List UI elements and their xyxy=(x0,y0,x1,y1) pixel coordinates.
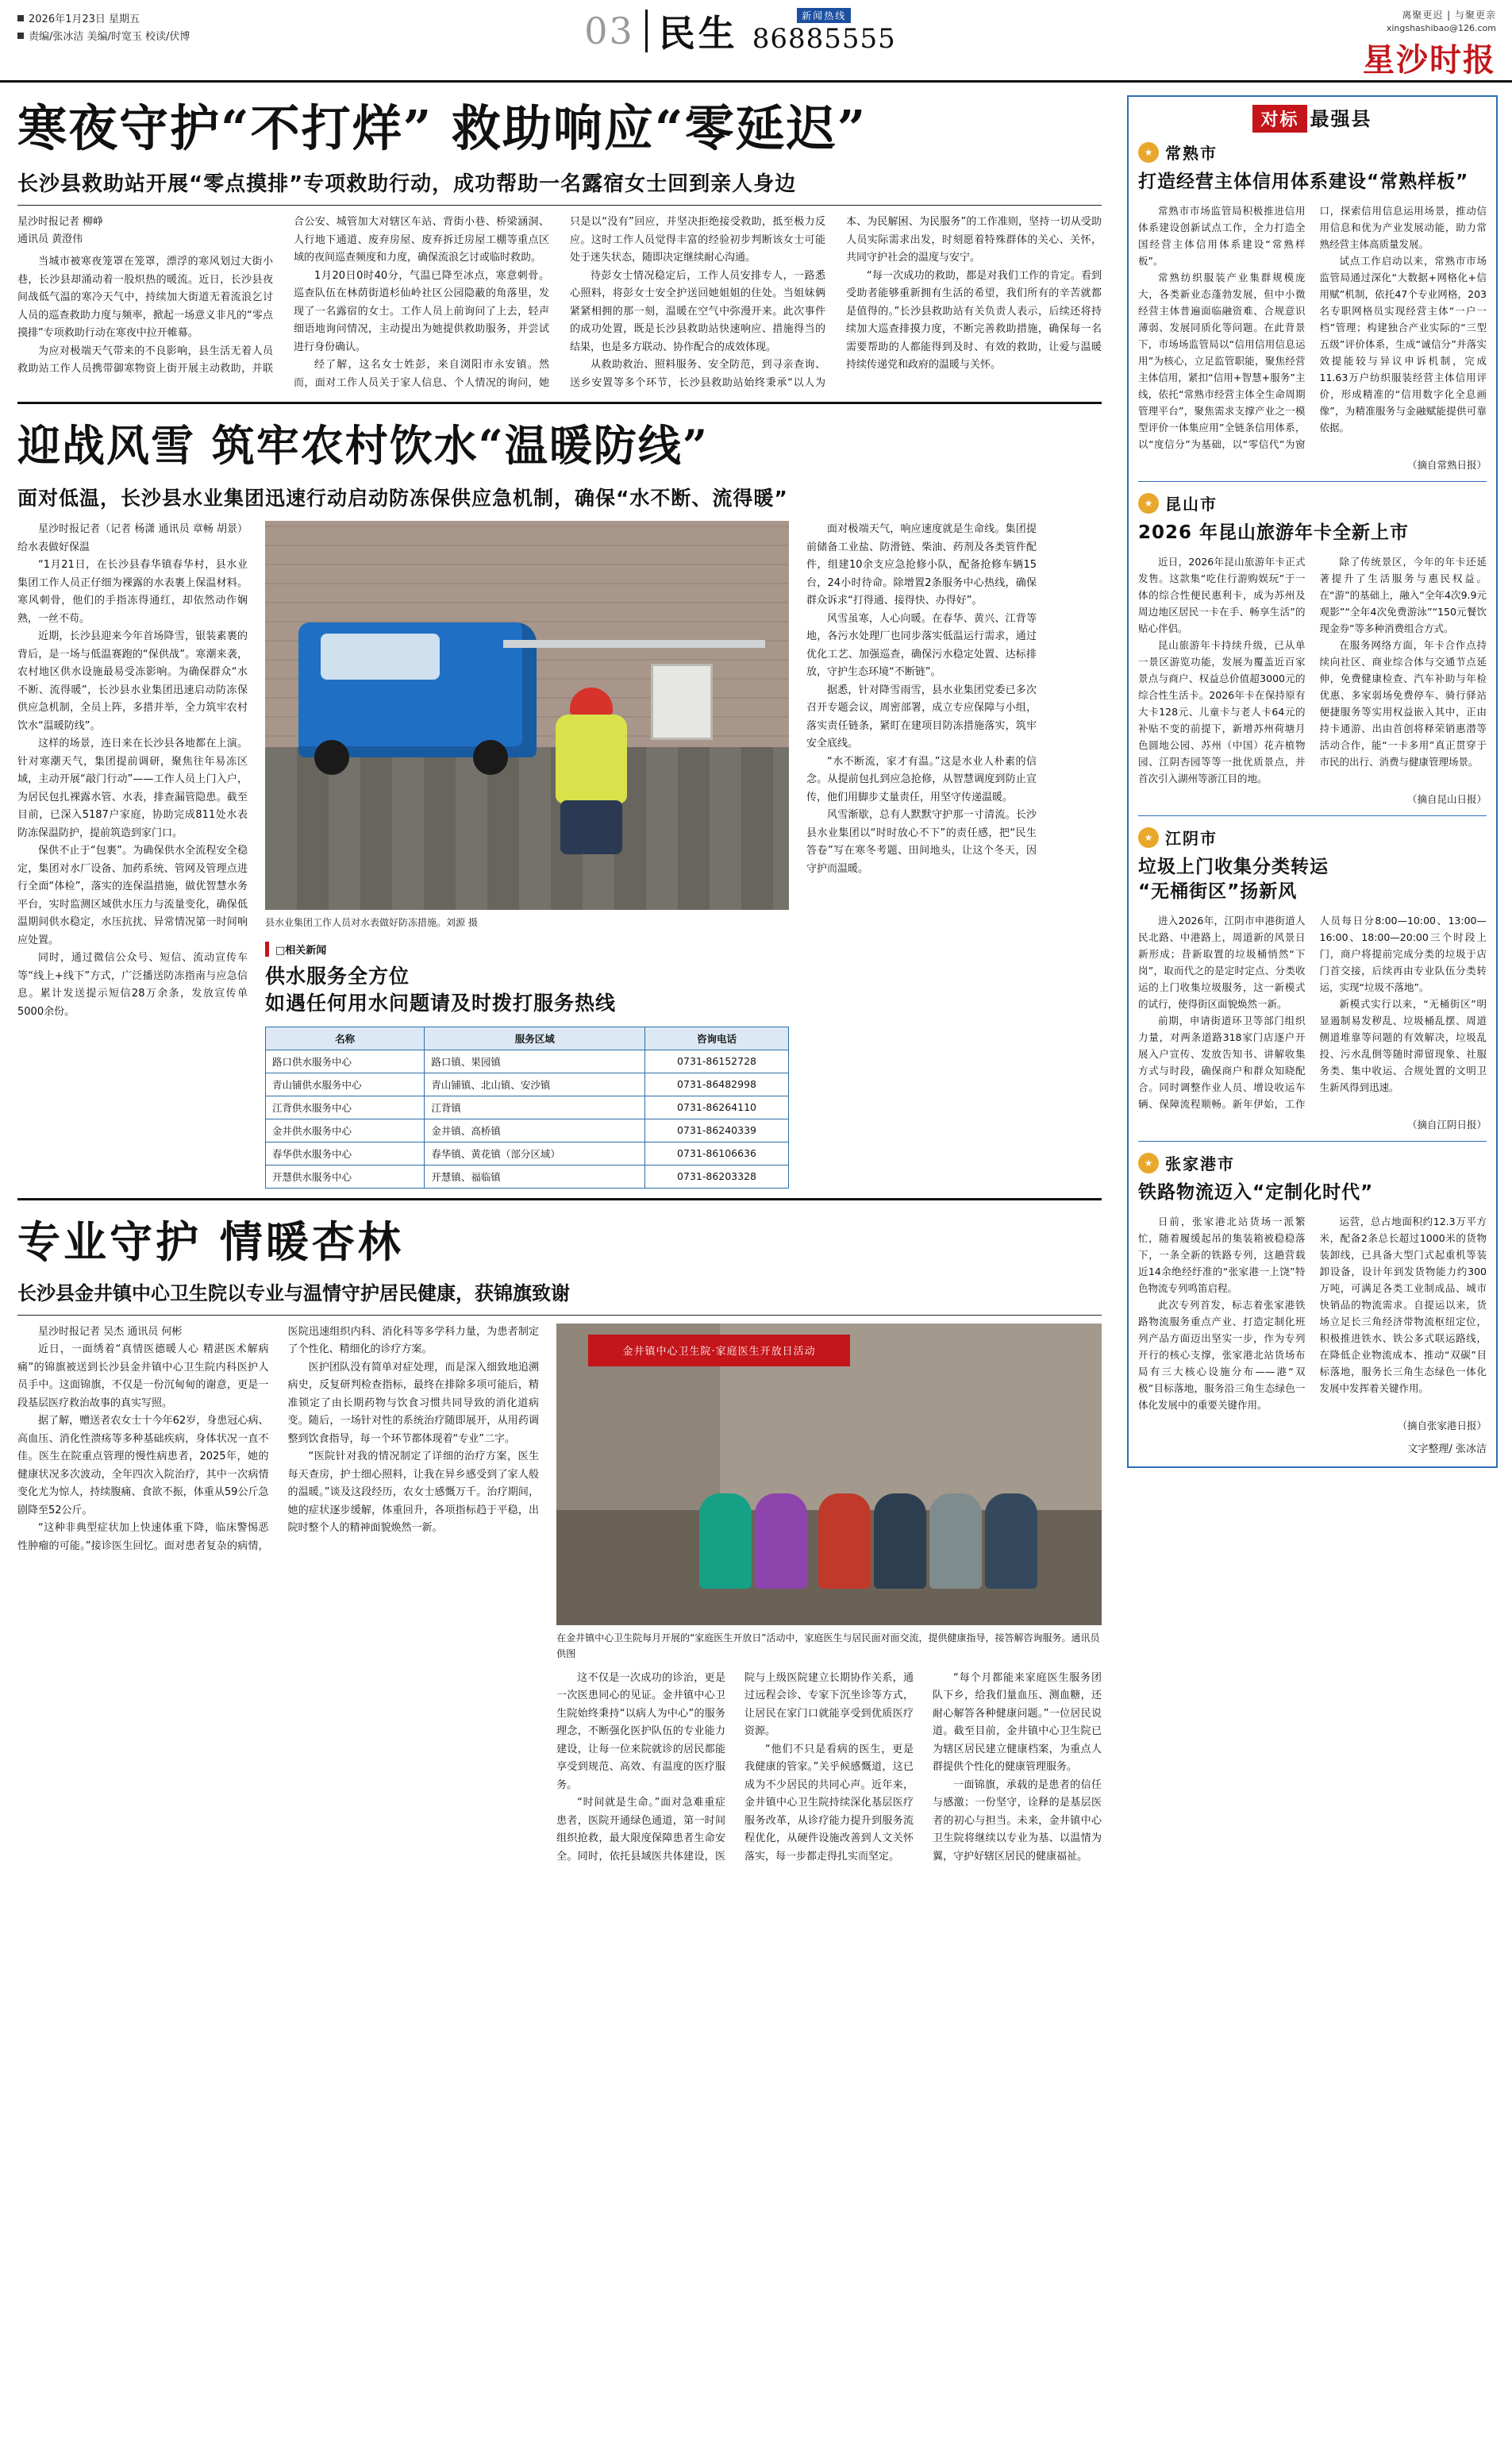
photo-person xyxy=(929,1493,982,1589)
city-badge-icon: ★ xyxy=(1138,142,1159,163)
section-source: （摘自张家港日报） xyxy=(1397,1420,1487,1432)
city-name: 常熟市 xyxy=(1165,144,1218,163)
paragraph: 近期，长沙县迎来今年首场降雪，银装素裹的背后，是一场与低温赛跑的“保供战”。寒潮来袭，农村地区供水设施最易受冻影响。为确保群众“水不断、流得暖”，长沙县水业集团迅速启动防冻保供应急机制，全员上阵，多措并举，全力筑牢农村饮水“温暖防线”。 xyxy=(17,630,248,732)
headline: 专业守护 情暖杏林 xyxy=(17,1216,404,1267)
table-row xyxy=(266,1165,789,1188)
cell-phone: 0731-86203328 xyxy=(645,1165,789,1188)
cell-name: 江背供水服务中心 xyxy=(266,1096,425,1119)
paragraph: 这不仅是一次成功的诊治，更是一次医患同心的见证。金井镇中心卫生院始终秉持“以病人为中心”的服务理念，不断强化医护队伍的专业能力建设，让每一位来院就诊的居民都能享受到规范、高效、有温度的医疗服务。 xyxy=(556,1671,726,1791)
paragraph: 据了解，赠送者农女士十今年62岁，身患冠心病、高血压、消化性溃疡等多种基础疾病，身体状况一直不佳。医生在院重点管理的慢性病患者，2025年，她的健康状况多次波动，全年四次入院治疗，其中一次病情变化尤为惊人，持续腹痛、食欲不振，体重从59公斤急剧降至52公斤。 xyxy=(17,1415,269,1516)
headline: 寒夜守护“不打烊” 救助响应“零延迟” xyxy=(17,99,868,157)
paragraph: 昆山旅游年卡持续升级，已从单一景区游览功能，发展为覆盖近百家景点与商户、权益总价值超3000元的综合性生活卡。2026年卡在保持原有大卡128元、儿童卡与老人卡64元的补贴不变的前提下，新增苏州荷塘月色圆地公园、苏州（中国）花卉植物园、江阴杏园等等一批优质景点，并首次引入湖州等浙江目的地。 xyxy=(1138,639,1306,785)
photo-person xyxy=(985,1493,1037,1589)
related-headline-line1: 供水服务全方位 xyxy=(265,965,410,988)
paragraph: 待彭女士情况稳定后，工作人员安排专人，一路悉心照料，将彭女士安全护送回她姐姐的住处。当姐妹俩紧紧相拥的那一刻，温暖在空气中弥漫开来。此次事件的成功处置，既是长沙县救助站快速响应、措施得当的结果，也是多方联动、协作配合的成效体现。 xyxy=(570,269,825,353)
paragraph: 风雪虽寒，人心向暖。在春华、黄兴、江背等地，各污水处理厂也同步落实低温运行需求，通过优化工艺、加强巡查，确保污水稳定处置、达标排放，守护生态环境“不断链”。 xyxy=(806,612,1037,679)
paper-logo: 星沙时报 xyxy=(1363,41,1496,79)
paragraph: 保供不止于“包裹”。为确保供水全流程安全稳定，集团对水厂设备、加药系统、管网及管理点进行全面“体检”，落实的连保温措施，做优智慧水务平台，实时监测区域供水压力与流量变化，确保低温期间供水稳定，水压抗扰、异常情况第一时间响应处置。 xyxy=(17,845,248,946)
hotline-label: 新闻热线 xyxy=(797,8,851,23)
cell-name: 金井供水服务中心 xyxy=(266,1119,425,1142)
headline: 迎战风雪 筑牢农村饮水“温暖防线” xyxy=(17,420,709,472)
paragraph: 近日，2026年昆山旅游年卡正式发售。这款集“吃住行游购娱玩”于一体的综合性便民惠利卡，成为苏州及周边地区居民一卡在手、畅享生活”的贴心伴侣。 xyxy=(1138,556,1306,635)
photo-pipe xyxy=(503,640,765,648)
article-water-supply xyxy=(17,412,1102,1189)
cell-name: 开慧供水服务中心 xyxy=(266,1165,425,1188)
paragraph: 在服务网络方面，年卡合作点持续向社区、商业综合体与交通节点延伸，免费健康检查、汽车补助与年检优惠、多家弱场免费停车、骑行驿站便捷服务等实用权益嵌入其中，正由持卡通游、出由首创将释荣销惠潜等活动合作，能“一卡多用”真正贯穿于市民的出行、消费与健康管理场景。 xyxy=(1319,639,1487,769)
bullet-icon xyxy=(17,15,24,21)
hotline-number: 86885555 xyxy=(752,22,896,55)
banner-title: 最强县 xyxy=(1310,107,1372,130)
photo-person xyxy=(818,1493,871,1589)
table-row xyxy=(266,1142,789,1165)
cell-area: 江背镇 xyxy=(425,1096,645,1119)
city-name: 江阴市 xyxy=(1165,829,1218,849)
byline-correspondent: 通讯员 黄澄伟 xyxy=(17,233,83,246)
paragraph: 风雪渐歇，总有人默默守护那一寸清流。长沙县水业集团以“时时放心不下”的责任感，把“民生答卷”写在寒冬考题、田间地头，让这个冬天，因守护而温暖。 xyxy=(806,809,1037,875)
city-badge-icon: ★ xyxy=(1138,1153,1159,1173)
cell-name: 青山铺供水服务中心 xyxy=(266,1073,425,1096)
divider xyxy=(645,10,648,52)
hotline xyxy=(752,8,896,55)
paragraph: 日前，张家港北站货场一派繁忙，随着履缓起吊的集装箱被稳稳落下，一条全新的铁路专列，这趟营载近14余绝经纡准的“张家港一上饶”特色物流专列鸣笛启程。 xyxy=(1138,1216,1306,1295)
related-headline-line2: 如遇任何用水问题请及时拨打服务热线 xyxy=(265,992,617,1015)
paragraph: 近日，一面绣着“真情医德暖人心 精湛医术解病痛”的锦旗被送到长沙县金井镇中心卫生院内科医护人员手中。这面锦旗，不仅是一份沉甸甸的谢意，更是一段基层医疗救治故事的真实写照。 xyxy=(17,1343,269,1409)
masthead-left xyxy=(0,0,341,46)
byline-reporter: 星沙时报记者 柳峥 xyxy=(17,216,104,229)
photo-ground xyxy=(265,747,789,911)
masthead-credits: 责编/张冰洁 美编/时宽玉 校读/伏博 xyxy=(29,31,190,43)
related-news-headline xyxy=(265,963,789,1017)
masthead-date: 2026年1月23日 星期五 xyxy=(29,13,140,25)
paragraph: 常熟市市场监管局积极推进信用体系建设创新试点工作，全力打造全国经营主体信用体系建设“常熟样板”。 xyxy=(1138,205,1306,268)
table-row xyxy=(266,1073,789,1096)
subheadline: 长沙县救助站开展“零点摸排”专项救助行动，成功帮助一名露宿女士回到亲人身边 xyxy=(17,172,797,197)
photo-block-water xyxy=(265,521,789,1189)
paragraph: 当城市被寒夜笼罩在笼罩，漂浮的寒风划过大街小巷，长沙县却涌动着一股炽热的暖流。近日，长沙县夜间战低气温的寒冷天气中，持续加大街道无着流浪乞讨人员的巡查救助力度与频率，掀起一场意义非凡的“零点摸排”专项救助行动在寒夜中拉开帷幕。 xyxy=(17,256,273,340)
city-name: 昆山市 xyxy=(1165,495,1218,514)
cell-phone: 0731-86152728 xyxy=(645,1050,789,1073)
photo-vest xyxy=(556,715,627,803)
paragraph: “他们不只是看病的医生，更是我健康的管家。”关乎候感慨道，这已成为不少居民的共同心声。近年来，金井镇中心卫生院持续深化基层医疗服务改革，从诊疗能力提升到服务流程优化，从硬件设施改善到人文关怀落实，每一步都走得扎实而坚定。 xyxy=(744,1743,914,1863)
byline: 星沙时报记者 吴杰 通讯员 何彬 xyxy=(38,1325,183,1338)
sidebar-footer-credit: 文字整理/ 张冰洁 xyxy=(1407,1443,1487,1456)
photo-banner: 金井镇中心卫生院·家庭医生开放日活动 xyxy=(588,1335,850,1366)
masthead-center xyxy=(341,0,1139,57)
headline-line2: “无桶街区”扬新风 xyxy=(1138,881,1298,903)
city-badge-icon: ★ xyxy=(1138,493,1159,514)
photo-caption: 在金井镇中心卫生院每月开展的“家庭医生开放日”活动中，家庭医生与居民面对面交流，提供健康指导，接答解咨询服务。通讯员 供图 xyxy=(556,1632,1100,1659)
section-source: （摘自昆山日报） xyxy=(1406,793,1487,806)
subheadline: 面对低温，长沙县水业集团迅速行动启动防冻保供应急机制，确保“水不断、流得暖” xyxy=(17,487,788,511)
cell-area: 金井镇、高桥镇 xyxy=(425,1119,645,1142)
cell-area: 青山铺镇、北山镇、安沙镇 xyxy=(425,1073,645,1096)
cell-phone: 0731-86240339 xyxy=(645,1119,789,1142)
table-row xyxy=(266,1119,789,1142)
cell-area: 春华镇、黄花镇（部分区域） xyxy=(425,1142,645,1165)
photo-person xyxy=(699,1493,752,1589)
paragraph: 试点工作启动以来，常熟市市场监管局通过深化“大数据+网格化+信用赋”机制，依托47个专业网格，203名专职网格员实现经营主体“一户一档”管理；构建独合产业实际的“三型五级”评价体系，生成“诚信分”并落实效提能较与异议申诉机制，完成11.63万户纺织服装经营主体信用评价，形成精准的“信用数字化全息画像”，为精准服务与金融赋能提供可靠依据。 xyxy=(1319,255,1487,434)
paragraph: 一面锦旗，承载的是患者的信任与感激；一份坚守，诠释的是基层医者的初心与担当。未来，金井镇中心卫生院将继续以专业为基、以温情为翼，守护好辖区居民的健康福祉。 xyxy=(933,1778,1102,1863)
table-row xyxy=(266,1096,789,1119)
section-headline: 打造经营主体信用体系建设“常熟样板” xyxy=(1138,171,1469,192)
table-header-row xyxy=(266,1027,789,1050)
page-number: 03 xyxy=(584,10,634,52)
cell-phone: 0731-86264110 xyxy=(645,1096,789,1119)
main-content xyxy=(0,83,1119,1874)
section-source: （摘自江阴日报） xyxy=(1406,1119,1487,1131)
cell-phone: 0731-86106636 xyxy=(645,1142,789,1165)
paragraph: “时间就是生命。”面对急难重症患者，医院开通绿色通道，第一时间组织抢救，最大限度保障患者生命安全。同时，依托县域医共体建设，医院与上级医院建立长期协作关系，通过远程会诊、专家下沉坐诊等方式，让居民在家门口就能享受到优质医疗资源。 xyxy=(556,1671,914,1863)
cell-area: 开慧镇、福临镇 xyxy=(425,1165,645,1188)
related-news-label: □相关新闻 xyxy=(265,942,789,957)
photo-and-body-right xyxy=(556,1324,1102,1867)
masthead-email: xingshashibao@126.com xyxy=(1386,23,1496,33)
cell-name: 路口供水服务中心 xyxy=(266,1050,425,1073)
section-headline: 铁路物流迈入“定制化时代” xyxy=(1138,1182,1374,1204)
paragraph: 前期，申请街道环卫等部门组织力量，对两条道路318家门店逐户开展入户宣传、发放告知书、讲解收集方式与时段，确保商户和群众知晓配合。同时调整作业人员、增设收运车辆、保障流程顺畅。新年伊始，工作人员每日分8:00—10:00、13:00—16:00、18:00—20:00三个时段上门，商户将提前完成分类的垃圾于店门首交接，后续再由专业队伍分类转运，实现“垃圾不落地”。 xyxy=(1138,915,1487,1111)
article-shelter-rescue xyxy=(17,100,1102,392)
paragraph: 1月20日0时40分，气温已降至冰点，寒意刺骨。巡查队伍在林荫街道杉仙岭社区公园隐蔽的角落里，发现了一名露宿的女士。工作人员上前询问了上去，轻声细语地询问情况，主动提出为她提供救助服务，并尝试进行身份确认。 xyxy=(294,269,549,353)
article-body-left xyxy=(17,1324,539,1867)
headline-line1: 垃圾上门收集分类转运 xyxy=(1138,857,1329,878)
paragraph: “1月21日，在长沙县春华镇春华村，县水业集团工作人员正仔细为裸露的水表裹上保温材料。寒风刺骨，他们的手指冻得通红，却依然动作娴熟，一丝不苟。 xyxy=(17,559,248,625)
cell-phone: 0731-86482998 xyxy=(645,1073,789,1096)
sidebar-section-zhangjiagang xyxy=(1138,1151,1487,1432)
paragraph: 这样的场景，连日来在长沙县各地都在上演。针对寒潮天气，集团提前调研，聚焦往年易冻区域，主动开展“敲门行动”——工作人员上门入户，为居民包扎裸露水管、水表，排查漏管隐患。截至目前，已深入5187户家庭，协助完成811处水表防冻保温防护，提前筑造到家门口。 xyxy=(17,738,248,839)
paragraph: 面对极端天气，响应速度就是生命线。集团提前储备工业盐、防滑链、柴油、药剂及各类管件配件，组建10余支应急抢修小队，配备抢修车辆15台，24小时待命。除增置2条服务中心热线，确保群众诉求“打得通、接得快、办得好”。 xyxy=(806,523,1037,607)
paragraph: “这种非典型症状加上快速体重下降，临床警惕恶性肿瘤的可能。”接诊医生回忆。面对患者复杂的病情，医院迅速组织内科、消化科等多学科力量，为患者制定了个性化、精细化的诊疗方案。 xyxy=(17,1325,540,1552)
photo-helmet xyxy=(570,688,613,715)
paragraph: 据悉，针对降雪雨雪，县水业集团党委已多次召开专题会议，周密部署，成立专应保障与小组，落实责任链条，紧盯在建项目防冻措施落实，筑牢安全底线。 xyxy=(806,684,1037,750)
city-badge-icon: ★ xyxy=(1138,827,1159,848)
city-name: 张家港市 xyxy=(1165,1154,1235,1174)
sidebar-section-jiangyin xyxy=(1138,826,1487,1131)
photo-water-meter xyxy=(265,521,789,910)
paragraph: 从救助救治、照料服务、安全防范，到寻亲查询、送乡安置等多个环节，长沙县救助站始终秉承“以人为本、为民解困、为民服务”的工作准则，坚持一切从受助人员实际需求出发，时刻愿着特殊群体的关心、关怀，共同守护社会的温度与安宁。 xyxy=(570,216,1102,389)
banner-tag: 对标 xyxy=(1252,105,1306,133)
photo-family-doctor xyxy=(556,1324,1102,1625)
photo-person xyxy=(755,1493,807,1589)
article-body-left xyxy=(17,521,248,1189)
photo-truck xyxy=(298,622,537,757)
paragraph: 为应对极端天气带来的不良影响，县生活无着人员救助站工作人员携带御寒物资上街开展主动救助，并联合公安、城管加大对辖区车站、背街小巷、桥梁涵洞、人行地下通道、废弃房屋、废弃拆迁房屋工棚等重点区域的夜间巡查频度和力度，确保流浪乞讨或临时救助。 xyxy=(17,216,549,376)
col-phone: 咨询电话 xyxy=(645,1027,789,1050)
bullet-icon xyxy=(17,33,24,39)
paragraph: 运营，总占地面积约12.3万平方米，配备2条总长超过1000米的货物装卸线，已具备大型门式起重机等装卸设备，设计年到发货物能力约300万吨，可满足各类工业制成品、城市快销品的物流需求。自提运以来，货场立足长三角经济带物流枢纽定位，积极推进铁水、铁公多式联运路线，在降低企业物流成本、推动“双碳”目标落地，服务长三角生态绿色一体化发展中发挥着关键作用。 xyxy=(1319,1216,1487,1395)
article-clinic xyxy=(17,1208,1102,1867)
paragraph: 医护团队没有简单对症处理，而是深入细致地追溯病史，反复研判检查指标，最终在排除多项可能后，精准锁定了由长期药物与饮食习惯共同导致的消化道病变。随后，一场针对性的系统治疗随即展开，从用药调整到饮食指导，每一个环节都体现着“专业”二字。 xyxy=(287,1361,540,1445)
sidebar-section-kunshan xyxy=(1138,491,1487,806)
paragraph: 经了解，这名女士姓彭，来自浏阳市永安镇。然而，面对工作人员关于家人信息、个人情况的询问，她只是以“没有”回应，并坚决拒绝接受救助，抵至极力反应。这时工作人员觉得丰富的经验初步判断该女士可能处于迷失状态，随即决定继续耐心沟通。 xyxy=(294,216,825,389)
paragraph: 进入2026年，江阴市申港街道人民北路、中港路上，周道新的风景日新形成；昔新取置的垃圾桶悄然“下岗”，取而代之的是定时定点、分类收运的上门收集垃圾服务，这一新模式的试行，使得街区面貌焕然一新。 xyxy=(1138,915,1306,1011)
photo-caption: 县水业集团工作人员对水表做好防冻措施。刘源 摄 xyxy=(265,917,478,929)
paragraph: 常熟纺织服装产业集群规模庞大，各类新业态蓬勃发展，但中小微经营主体普遍面临融资难、合规意识薄弱、发展同质化等问题。在此背景下，市场场监管局以“信用信用信息运用”为核心，立足监管职能，聚焦经营主体信用，紧扣“信用+智慧+服务”主线，依托“常熟市经营主体全生命周期管理平台”，聚焦需求支撑产业之一模型评价一体集应用”全链条信用体系，以“度信分”为基础，以“零信代”为窗口，探索信用信息运用场景，推动信用信息和优为产业发展动能，助力常熟经营主体高质量发展。 xyxy=(1138,205,1487,451)
paragraph: 同时，通过微信公众号、短信、流动宣传车等“线上+线下”方式，广泛播送防冻指南与应急信息。累计发送提示短信28万余条，发放宣传单5000余份。 xyxy=(17,952,248,1018)
masthead-contact: 离聚更迟 | 与聚更亲 xyxy=(1402,10,1496,21)
photo-person xyxy=(874,1493,926,1589)
paragraph: “医院针对我的情况制定了详细的治疗方案，医生每天查房，护士细心照料，让我在异乡感受到了家人般的温暖。”谈及这段经历，农女士感慨万千。治疗期间，她的症状逐步缓解，体重回升，各项指标趋于平稳，出院时整个人的精神面貌焕然一新。 xyxy=(287,1451,540,1535)
photo-worker xyxy=(543,688,638,854)
col-name: 名称 xyxy=(266,1027,425,1050)
table-row xyxy=(266,1050,789,1073)
cell-area: 路口镇、果园镇 xyxy=(425,1050,645,1073)
cell-name: 春华供水服务中心 xyxy=(266,1142,425,1165)
sidebar-section-changshu xyxy=(1138,141,1487,472)
byline: 星沙时报记者（记者 杨潇 通讯员 章畅 胡景）给水表做好保温 xyxy=(17,523,248,553)
paragraph: 新模式实行以来，“无桶街区”明显遏制易发秽乱、垃圾桶乱摆、周道侧道堆靠等问题的有效解决，垃圾乱投、污水乱倒等随时滞留现象、社服务类、集中收运、合规处置的文明卫生新风得到迅速。 xyxy=(1319,998,1487,1094)
masthead-right xyxy=(1139,0,1512,80)
paragraph: “每个月都能来家庭医生服务团队下乡，给我们量血压、测血糖，还耐心解答各种健康问题。”一位居民说道。截至目前，金井镇中心卫生院已为辖区居民建立健康档案，为重点人群提供个性化的健康管理服务。 xyxy=(933,1671,1102,1774)
section-headline xyxy=(1138,855,1487,904)
byline xyxy=(17,214,273,249)
masthead xyxy=(0,0,1512,83)
paragraph: 此次专列首发，标志着张家港铁路物流服务重点产业、打造定制化班列产品方面迈出坚实一步，作为专列开行的核心支撑，张家港北站货场布局有三大核心设施分布——港“双极”目标落地，服务沿三角生态绿色一体化发展中的重要关键作用。 xyxy=(1138,1299,1306,1412)
photo-legs xyxy=(560,800,622,854)
col-area: 服务区域 xyxy=(425,1027,645,1050)
paragraph: 除了传统景区，今年的年卡还延著提升了生活服务与惠民权益。在“游”的基础上，融入“全年4次9.9元观影”“全年4次免费游泳”“150元餐饮现金券”等多种消费组合方式。 xyxy=(1319,556,1487,635)
paragraph: “水不断流，家才有温。”这是水业人朴素的信念。从提前包扎到应急抢修，从智慧调度到防止宣传，他们用脚步丈量责任，用坚守传递温暖。 xyxy=(806,755,1037,803)
sidebar-strongest-counties xyxy=(1119,83,1512,1874)
service-hotline-table xyxy=(265,1027,789,1189)
section-source: （摘自常熟日报） xyxy=(1406,459,1487,472)
photo-meter-box xyxy=(651,664,713,740)
article-body-right xyxy=(806,521,1037,1189)
section-title: 民生 xyxy=(658,12,738,55)
subheadline: 长沙县金井镇中心卫生院以专业与温情守护居民健康，获锦旗致谢 xyxy=(17,1281,570,1304)
sidebar-banner xyxy=(1138,103,1487,133)
paragraph: “每一次成功的救助，都是对我们工作的肯定。看到受助者能够重新拥有生活的希望，我们所有的辛苦就都是值得的。”长沙县救助站有关负责人表示，后续还将持续加大巡查排摸力度，不断完善救助措施，确保每一名需要帮助的人都能得到及时、有效的救助，让爱与温暖持续传递党和政府的温暖与关怀。 xyxy=(846,269,1102,372)
section-headline: 2026 年昆山旅游年卡全新上市 xyxy=(1138,522,1410,544)
